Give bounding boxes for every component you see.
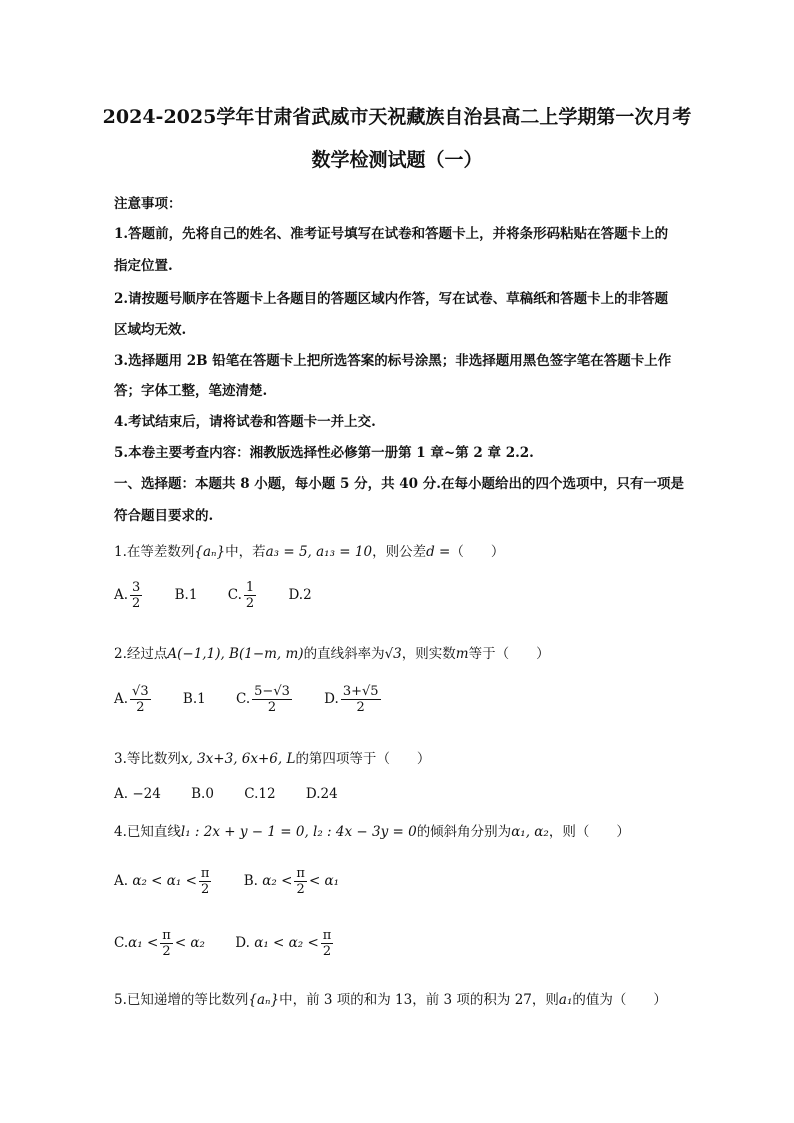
q3-option-c: C.12 [244,786,276,802]
q2-paren: （ ） [495,646,550,662]
numerator: π [296,866,305,881]
q2-text-d: 等于 [468,646,496,662]
denominator: 2 [294,881,307,897]
q2-slope: √3 [384,646,402,662]
q1-variable: d = [426,544,451,560]
q3-text-a: 3.等比数列 [114,751,181,767]
q4-option-c [114,928,205,959]
notice-item-2: 2.请按题号顺序在答题卡上各题目的答题区域内作答，写在试卷、草稿纸和答题卡上的非答题 [114,291,669,307]
question-3-options [114,786,364,802]
q4-option-b [244,866,339,897]
notice-item-3: 3.选择题用 2B 铅笔在答题卡上把所选答案的标号涂黑；非选择题用黑色签字笔在答题卡上作 [114,353,672,369]
q5-paren: （ ） [612,992,667,1008]
numerator: 5−√3 [254,684,290,699]
q4-option-d [235,928,335,959]
q2-option-d-label: D. [324,691,339,707]
notice-heading: 注意事项： [114,196,182,212]
q3-sequence: x, 3x+3, 6x+6, L [180,751,296,767]
q4-text-b: 的倾斜角分别为 [416,824,512,840]
question-4-options-row1 [114,866,365,897]
denominator: 2 [130,699,151,715]
question-1-stem [114,540,504,560]
notice-item-1: 1.答题前，先将自己的姓名、准考证号填写在试卷和答题卡上，并将条形码粘贴在答题卡上的 [114,226,669,242]
q2-points: A(−1,1), B(1−m, m) [167,646,304,662]
notice-item-3-cont: 答；字体工整，笔迹清楚. [114,383,268,399]
q2-option-c [236,684,294,715]
question-5-stem [114,988,667,1008]
numerator: π [200,866,210,881]
q1-text-b: 中，若 [225,544,266,560]
q4-option-b-fraction [294,866,307,897]
q5-text-c: 的值为 [572,992,613,1008]
q4-option-a-label: A. [114,873,129,889]
exam-title-line1: 2024-2025学年甘肃省武威市天祝藏族自治县高二上学期第一次月考 [102,106,692,128]
denominator: 2 [245,596,255,611]
notice-item-1-cont: 指定位置. [114,258,173,274]
q4-option-b-label: B. [243,873,258,889]
q3-option-b: B.0 [191,786,214,802]
q2-option-c-label: C. [236,691,251,707]
question-4-stem [114,820,630,840]
section-heading-line2: 符合题目要求的. [114,508,214,524]
denominator: 2 [199,881,212,897]
q4-option-c-label: C. [114,935,129,951]
q4-option-a-pre: α₂ < α₁ < [132,873,197,889]
q4-option-d-pre: α₁ < α₂ < [254,935,319,951]
q2-option-d-fraction [341,684,381,715]
q4-option-c-post: < α₂ [174,935,205,951]
q4-option-b-post: < α₁ [308,873,340,889]
q4-text-c: ，则 [548,824,576,840]
q4-option-d-fraction [321,928,334,959]
q5-sequence: {aₙ} [248,992,280,1008]
denominator: 2 [252,699,292,715]
q4-lines: l₁ : 2x + y − 1 = 0, l₂ : 4x − 3y = 0 [180,824,417,840]
exam-title-line2: 数学检测试题（一） [311,149,483,171]
numerator: 3 [132,580,141,595]
q1-option-c-fraction [244,580,256,611]
q5-text-a: 5.已知递增的等比数列 [114,992,249,1008]
q3-paren: （ ） [376,751,431,767]
q3-option-a: A. −24 [114,786,161,802]
section-heading-line1: 一、选择题：本题共 8 小题，每小题 5 分，共 40 分.在每小题给出的四个选项中，只有一项是 [114,476,684,492]
denominator: 2 [132,596,141,611]
q2-option-a-label: A. [114,691,129,707]
q3-text-b: 的第四项等于 [295,751,377,767]
q2-option-b: B.1 [182,691,206,707]
notice-item-5: 5.本卷主要考查内容：湘教版选择性必修第一册第 1 章~第 2 章 2.2. [114,445,534,461]
q2-text-b: 的直线斜率为 [303,646,385,662]
question-4-options-row2 [114,928,361,959]
question-2-stem [114,642,550,662]
notice-item-4: 4.考试结束后，请将试卷和答题卡一并上交. [114,414,376,430]
notice-item-2-cont: 区域均无效. [114,322,187,338]
q1-option-a-fraction [130,580,142,611]
q1-option-a [114,580,144,611]
numerator: 1 [245,580,255,595]
question-1-options [114,580,338,611]
numerator: π [322,928,332,943]
q4-option-d-label: D. [235,935,250,951]
q1-paren: （ ） [450,544,505,560]
q3-option-d: D.24 [305,786,338,802]
q1-text-a: 1.在等差数列 [114,544,195,560]
q2-option-a [114,684,153,715]
q4-option-a [114,866,213,897]
q2-variable: m [455,646,469,662]
q1-text-c: ，则公差 [372,544,427,560]
denominator: 2 [321,943,334,959]
q4-option-b-pre: α₂ < [262,873,293,889]
q5-variable: a₁ [558,992,573,1008]
denominator: 2 [341,699,381,715]
question-3-stem [114,747,430,767]
q4-paren: （ ） [575,824,630,840]
q1-option-d: D.2 [288,587,312,603]
q4-text-a: 4.已知直线 [114,824,181,840]
numerator: π [162,928,171,943]
q2-option-a-fraction [130,684,151,715]
denominator: 2 [160,943,173,959]
q2-option-c-fraction [252,684,292,715]
q4-option-c-pre: α₁ < [128,935,159,951]
q1-condition: a₃ = 5, a₁₃ = 10 [265,544,373,560]
numerator: √3 [132,684,149,699]
q4-option-a-fraction [199,866,212,897]
q4-angles: α₁, α₂ [511,824,549,840]
numerator: 3+√5 [342,684,379,699]
question-2-options [114,684,409,715]
q2-text-c: ，则实数 [401,646,456,662]
q2-option-d [324,684,382,715]
q1-option-c-label: C. [227,587,242,603]
q4-option-c-fraction [160,928,173,959]
q1-option-a-label: A. [114,587,129,603]
q1-sequence: {aₙ} [194,544,226,560]
q2-text-a: 2.经过点 [114,646,168,662]
q1-option-b: B.1 [174,587,198,603]
q5-text-b: 中，前 3 项的和为 13，前 3 项的积为 27，则 [279,992,559,1008]
q1-option-c [228,580,258,611]
